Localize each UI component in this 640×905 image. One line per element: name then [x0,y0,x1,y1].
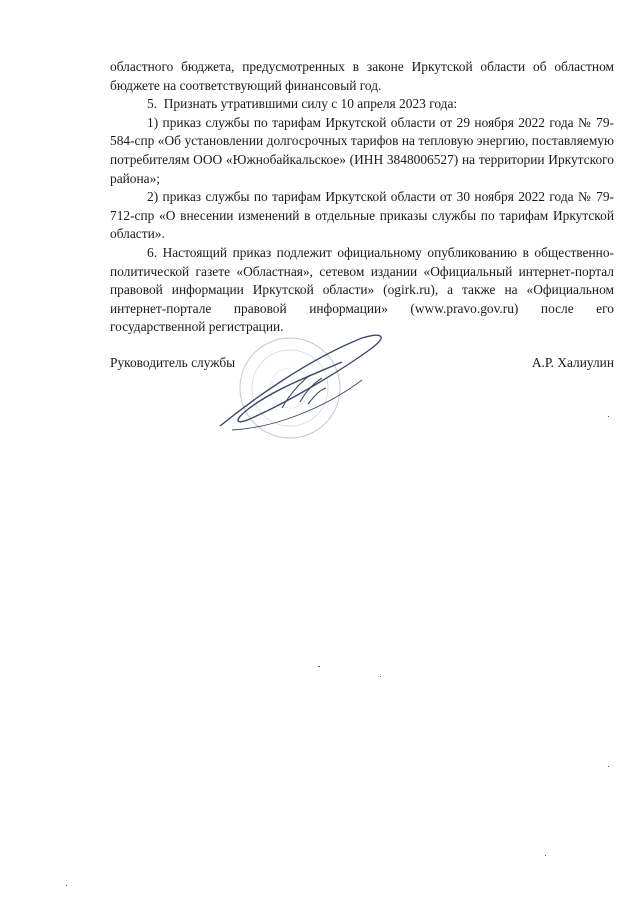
signer-position: Руководитель службы [110,355,236,370]
document-body [110,58,614,337]
scan-speck [380,676,381,677]
paragraph-subitem-1: 1) приказ службы по тарифам Иркутской области от 29 ноября 2022 года № 79-584-спр «Об установлении долгосрочных тарифов на тепловую энергию, поставляемую потребителям ООО «Южнобайкальское» (ИНН 3848006527) на территории Иркутского района»; [110,114,614,186]
scan-speck [545,855,546,856]
signature-line [110,355,614,375]
scan-speck [608,766,609,767]
scan-speck [608,416,609,417]
paragraph-budget-continuation: областного бюджета, предусмотренных в законе Иркутской области об областном бюджете на соответствующий финансовый год. [110,59,614,93]
paragraph-item-5: 5. Признать утратившими силу с 10 апреля 2023 года: [147,96,458,112]
signer-name: А.Р. Халиулин [531,355,614,370]
paragraph-item-6: 6. Настоящий приказ подлежит официальному опубликованию в общественно-политической газете «Областная», сетевом издании «Официальный интернет-портал правовой информации Иркутской области» (ogirk.ru), а также на «Официальном интернет-портале правовой информации» (www.pravo.gov.ru) после его государственной регистрации. [110,244,614,335]
scan-speck [66,885,67,886]
paragraph-subitem-2: 2) приказ службы по тарифам Иркутской области от 30 ноября 2022 года № 79-712-спр «О внесении изменений в отдельные приказы службы по тарифам Иркутской области». [110,189,614,242]
official-seal-with-signature [212,330,392,440]
scan-speck [318,666,320,667]
